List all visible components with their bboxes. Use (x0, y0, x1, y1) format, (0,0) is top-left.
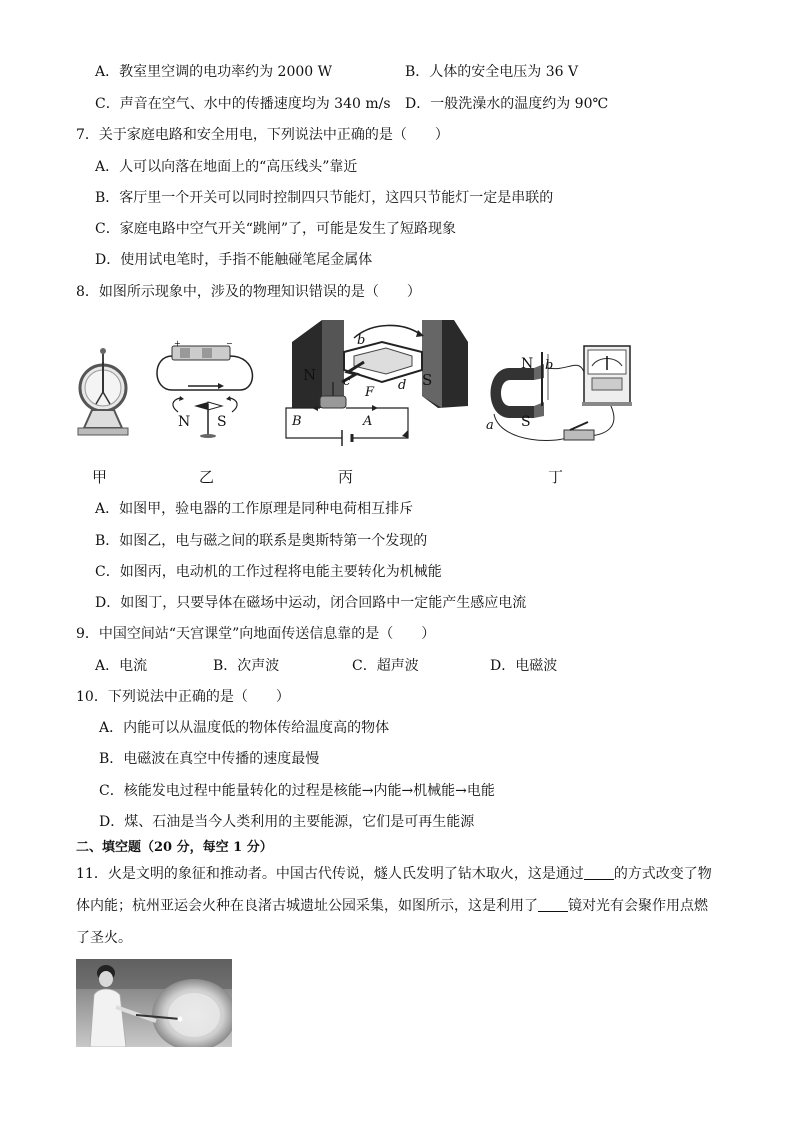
q8-option-d: D．如图丁，只要导体在磁场中运动，闭合回路中一定能产生感应电流 (95, 595, 527, 611)
q7-option-d: D．使用试电笔时，手指不能触碰笔尾金属体 (95, 252, 373, 268)
q6-option-a: A．教室里空调的电功率约为 2000 W (95, 64, 333, 80)
motor-s-label: S (422, 371, 433, 389)
figure-label-yi: 乙 (199, 468, 215, 486)
q11-line-1 (76, 864, 712, 884)
motor-b-label: b (357, 333, 366, 348)
q11-line-3: 了圣火。 (76, 930, 132, 946)
induction-n-label: N (521, 356, 534, 372)
q9-stem: 9．中国空间站“天宫课堂”向地面传送信息靠的是（ ） (76, 626, 436, 642)
induction-s-label: S (521, 414, 531, 430)
q10-option-a: A．内能可以从温度低的物体传给温度高的物体 (99, 720, 390, 736)
induction-a-label: a (486, 418, 494, 433)
q11-text-2a: 体内能；杭州亚运会火种在良渚古城遗址公园采集，如图所示，这是利用了 (76, 898, 538, 914)
q10-stem: 10．下列说法中正确的是（ ） (76, 689, 290, 705)
q7-option-c: C．家庭电路中空气开关“跳闸”了，可能是发生了短路现象 (95, 221, 457, 237)
q9-option-c: C．超声波 (352, 658, 419, 674)
q11-line-2 (76, 896, 708, 916)
q11-text-2b: 镜对光有会聚作用点燃 (568, 898, 708, 914)
q11-text-1a: 11．火是文明的象征和推动者。中国古代传说，燧人氏发明了钻木取火，这是通过 (76, 866, 584, 882)
figure-label-bing: 丙 (338, 468, 354, 486)
motor-bb-label: B (292, 414, 302, 429)
q8-option-a: A．如图甲，验电器的工作原理是同种电荷相互排斥 (95, 501, 414, 517)
q8-option-b: B．如图乙，电与磁之间的联系是奥斯特第一个发现的 (95, 533, 428, 549)
q7-stem: 7．关于家庭电路和安全用电，下列说法中正确的是（ ） (76, 127, 449, 143)
q8-option-c: C．如图丙，电动机的工作过程将电能主要转化为机械能 (95, 564, 442, 580)
q6-option-d: D．一般洗澡水的温度约为 90℃ (405, 96, 609, 112)
figure-jia-electroscope (72, 348, 134, 443)
induction-b-label: b (545, 358, 554, 373)
figure-label-ding: 丁 (548, 468, 564, 486)
torch-lighting-photo (76, 959, 232, 1047)
q7-option-a: A．人可以向落在地面上的“高压线头”靠近 (95, 159, 358, 175)
q11-text-1b: 的方式改变了物 (613, 866, 712, 882)
figure-ding-induction (480, 344, 640, 450)
q10-option-d: D．煤、石油是当今人类利用的主要能源，它们是可再生能源 (99, 814, 475, 830)
q10-option-b: B．电磁波在真空中传播的速度最慢 (99, 751, 320, 767)
needle-s-label: S (217, 414, 227, 430)
figure-label-jia: 甲 (92, 468, 108, 486)
motor-a-cap-label: A (363, 414, 373, 429)
section-title: 二、填空题（20 分，每空 1 分） (76, 840, 273, 855)
figure-yi-oersted (150, 340, 260, 440)
motor-n-label: N (303, 366, 317, 384)
q10-option-c: C．核能发电过程中能量转化的过程是核能→内能→机械能→电能 (99, 783, 495, 799)
needle-n-label: N (178, 414, 191, 430)
q7-option-b: B．客厅里一个开关可以同时控制四只节能灯，这四只节能灯一定是串联的 (95, 190, 554, 206)
q6-option-c: C．声音在空气、水中的传播速度均为 340 m/s (95, 96, 391, 112)
q6-option-b: B．人体的安全电压为 36 V (405, 64, 579, 80)
svg-text:+: + (174, 340, 181, 348)
q9-option-d: D．电磁波 (490, 658, 558, 674)
motor-f-label: F (365, 385, 375, 400)
q11-blank-2[interactable] (538, 897, 568, 912)
q11-blank-1[interactable] (584, 865, 614, 880)
q9-option-b: B．次声波 (213, 658, 280, 674)
svg-text:−: − (226, 340, 233, 348)
q8-stem: 8．如图所示现象中，涉及的物理知识错误的是（ ） (76, 284, 421, 300)
motor-c-label: c (343, 374, 351, 389)
motor-d-label: d (398, 378, 407, 393)
q9-option-a: A．电流 (95, 658, 148, 674)
